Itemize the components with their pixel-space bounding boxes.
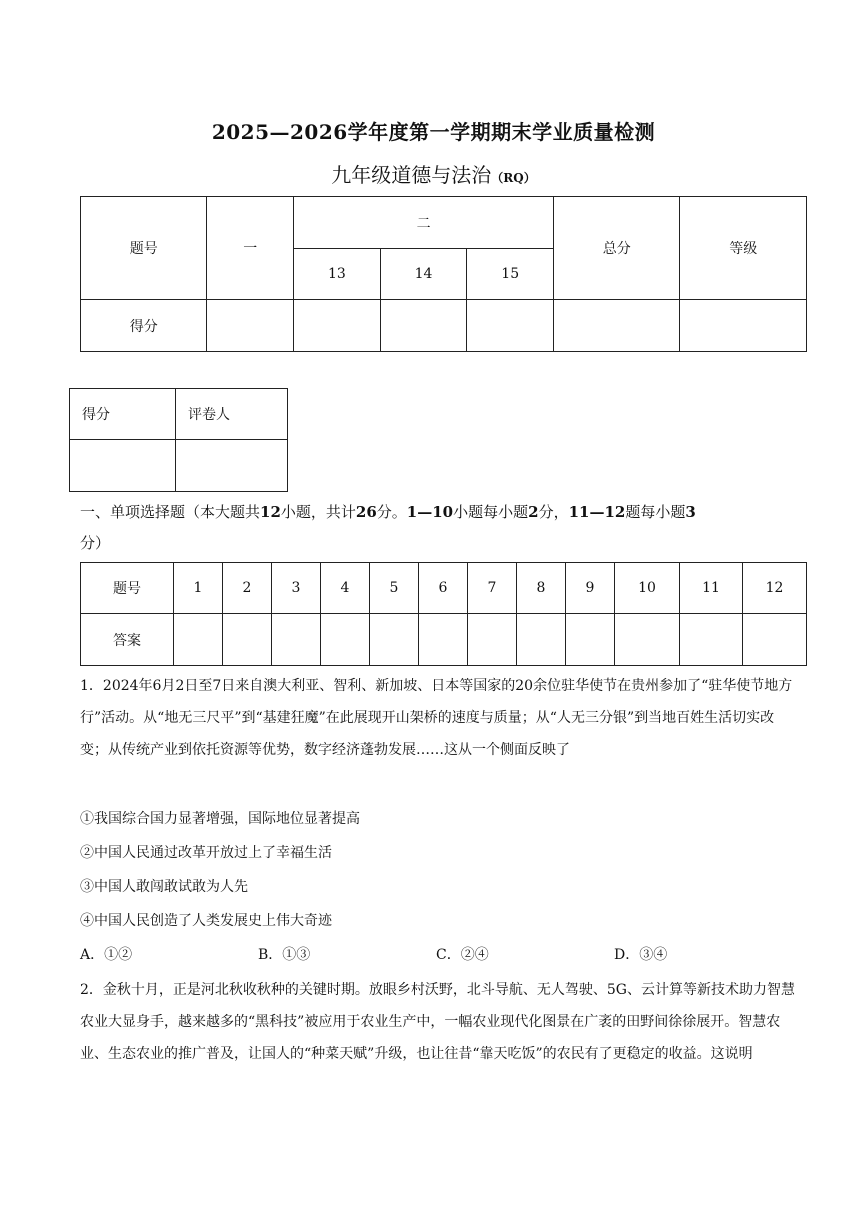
choice-b[interactable]: B．①③: [258, 947, 311, 963]
answer-cell[interactable]: [223, 614, 272, 666]
score-input-one[interactable]: [207, 300, 294, 352]
answer-table: [80, 562, 807, 666]
answer-cell[interactable]: [272, 614, 321, 666]
score-input-total[interactable]: [554, 300, 680, 352]
section-range: 11—12: [568, 503, 626, 521]
section-range: 1—10: [406, 503, 454, 521]
answer-cell[interactable]: [419, 614, 468, 666]
cell-grade: 等级: [680, 197, 807, 300]
section-one-heading: [80, 497, 800, 559]
section-text: 小题每小题: [453, 503, 529, 521]
answer-number: 8: [517, 563, 566, 614]
question-1-item: ①我国综合国力显著增强，国际地位显著提高: [80, 811, 360, 827]
section-text: 分）: [80, 534, 111, 552]
section-points: 26: [355, 503, 377, 521]
choice-c[interactable]: C．②④: [436, 947, 489, 963]
answer-cell[interactable]: [566, 614, 615, 666]
question-2-stem: 2．金秋十月，正是河北秋收秋种的关键时期。放眼乡村沃野，北斗导航、无人驾驶、5G、云计算等新技术助力智慧农业大显身手，越来越多的“黑科技”被应用于农业生产中，一幅农业现代化图景在广袤的田野间徐徐展开。智慧农业、生态农业的推广普及，让国人的“种菜天赋”升级，也让往昔“靠天吃饭”的农民有了更稳定的收益。这说明: [80, 982, 795, 1062]
cell-sub-15: 15: [467, 249, 554, 300]
answer-number: 2: [223, 563, 272, 614]
question-1-item: ③中国人敢闯敢试敢为人先: [80, 879, 248, 895]
score-input-13[interactable]: [294, 300, 381, 352]
section-text: 分，: [538, 503, 569, 521]
cell-tihao: 题号: [81, 197, 207, 300]
answer-number: 11: [680, 563, 743, 614]
answer-number: 12: [743, 563, 807, 614]
grader-score-input[interactable]: [70, 440, 176, 492]
answer-cell[interactable]: [743, 614, 807, 666]
answer-daan-label: 答案: [81, 614, 174, 666]
answer-cell[interactable]: [174, 614, 223, 666]
section-text: 一、单项选择题（本大题共: [80, 503, 261, 521]
section-count: 12: [260, 503, 281, 521]
subject-name: 九年级道德与法治: [331, 163, 492, 187]
grader-name-label: 评卷人: [176, 389, 288, 440]
exam-title: 2025—2026学年度第一学期期末学业质量检测: [211, 120, 656, 144]
subject-tag: （RQ）: [491, 171, 536, 185]
grader-defen-label: 得分: [70, 389, 176, 440]
answer-cell[interactable]: [517, 614, 566, 666]
answer-number: 7: [468, 563, 517, 614]
cell-total: 总分: [554, 197, 680, 300]
answer-cell[interactable]: [321, 614, 370, 666]
score-summary-table: [80, 196, 807, 352]
answer-tihao-label: 题号: [81, 563, 174, 614]
answer-number: 10: [615, 563, 680, 614]
exam-subtitle: [0, 159, 867, 188]
question-1-item: ④中国人民创造了人类发展史上伟大奇迹: [80, 913, 332, 929]
score-input-15[interactable]: [467, 300, 554, 352]
answer-number: 4: [321, 563, 370, 614]
grader-name-input[interactable]: [176, 440, 288, 492]
answer-number-row: [81, 563, 807, 614]
answer-number: 5: [370, 563, 419, 614]
answer-number: 3: [272, 563, 321, 614]
answer-cell[interactable]: [615, 614, 680, 666]
section-text: 题每小题: [625, 503, 686, 521]
answer-cell[interactable]: [468, 614, 517, 666]
score-input-14[interactable]: [380, 300, 467, 352]
section-points: 2: [528, 503, 539, 521]
section-text: 小题，共计: [280, 503, 356, 521]
question-1-item: ②中国人民通过改革开放过上了幸福生活: [80, 845, 332, 861]
question-1-stem: 1．2024年6月2日至7日来自澳大利亚、智利、新加坡、日本等国家的20余位驻华使节在贵州参加了“驻华使节地方行”活动。从“地无三尺平”到“基建狂魔”在此展现开山架桥的速度与质量；从“人无三分银”到当地百姓生活切实改变；从传统产业到依托资源等优势，数字经济蓬勃发展……这从一个侧面反映了: [80, 678, 793, 758]
answer-input-row: [81, 614, 807, 666]
cell-sub-14: 14: [380, 249, 467, 300]
section-text: 分。: [376, 503, 407, 521]
answer-cell[interactable]: [680, 614, 743, 666]
choice-a[interactable]: A．①②: [80, 947, 133, 963]
question-1-choices: [80, 944, 800, 964]
answer-cell[interactable]: [370, 614, 419, 666]
cell-part-one: 一: [207, 197, 294, 300]
section-points: 3: [685, 503, 696, 521]
cell-part-two: 二: [294, 197, 554, 249]
score-input-grade[interactable]: [680, 300, 807, 352]
answer-number: 6: [419, 563, 468, 614]
cell-sub-13: 13: [294, 249, 381, 300]
cell-defen: 得分: [81, 300, 207, 352]
answer-number: 1: [174, 563, 223, 614]
choice-d[interactable]: D．③④: [614, 947, 668, 963]
grader-table: [69, 388, 288, 492]
answer-number: 9: [566, 563, 615, 614]
